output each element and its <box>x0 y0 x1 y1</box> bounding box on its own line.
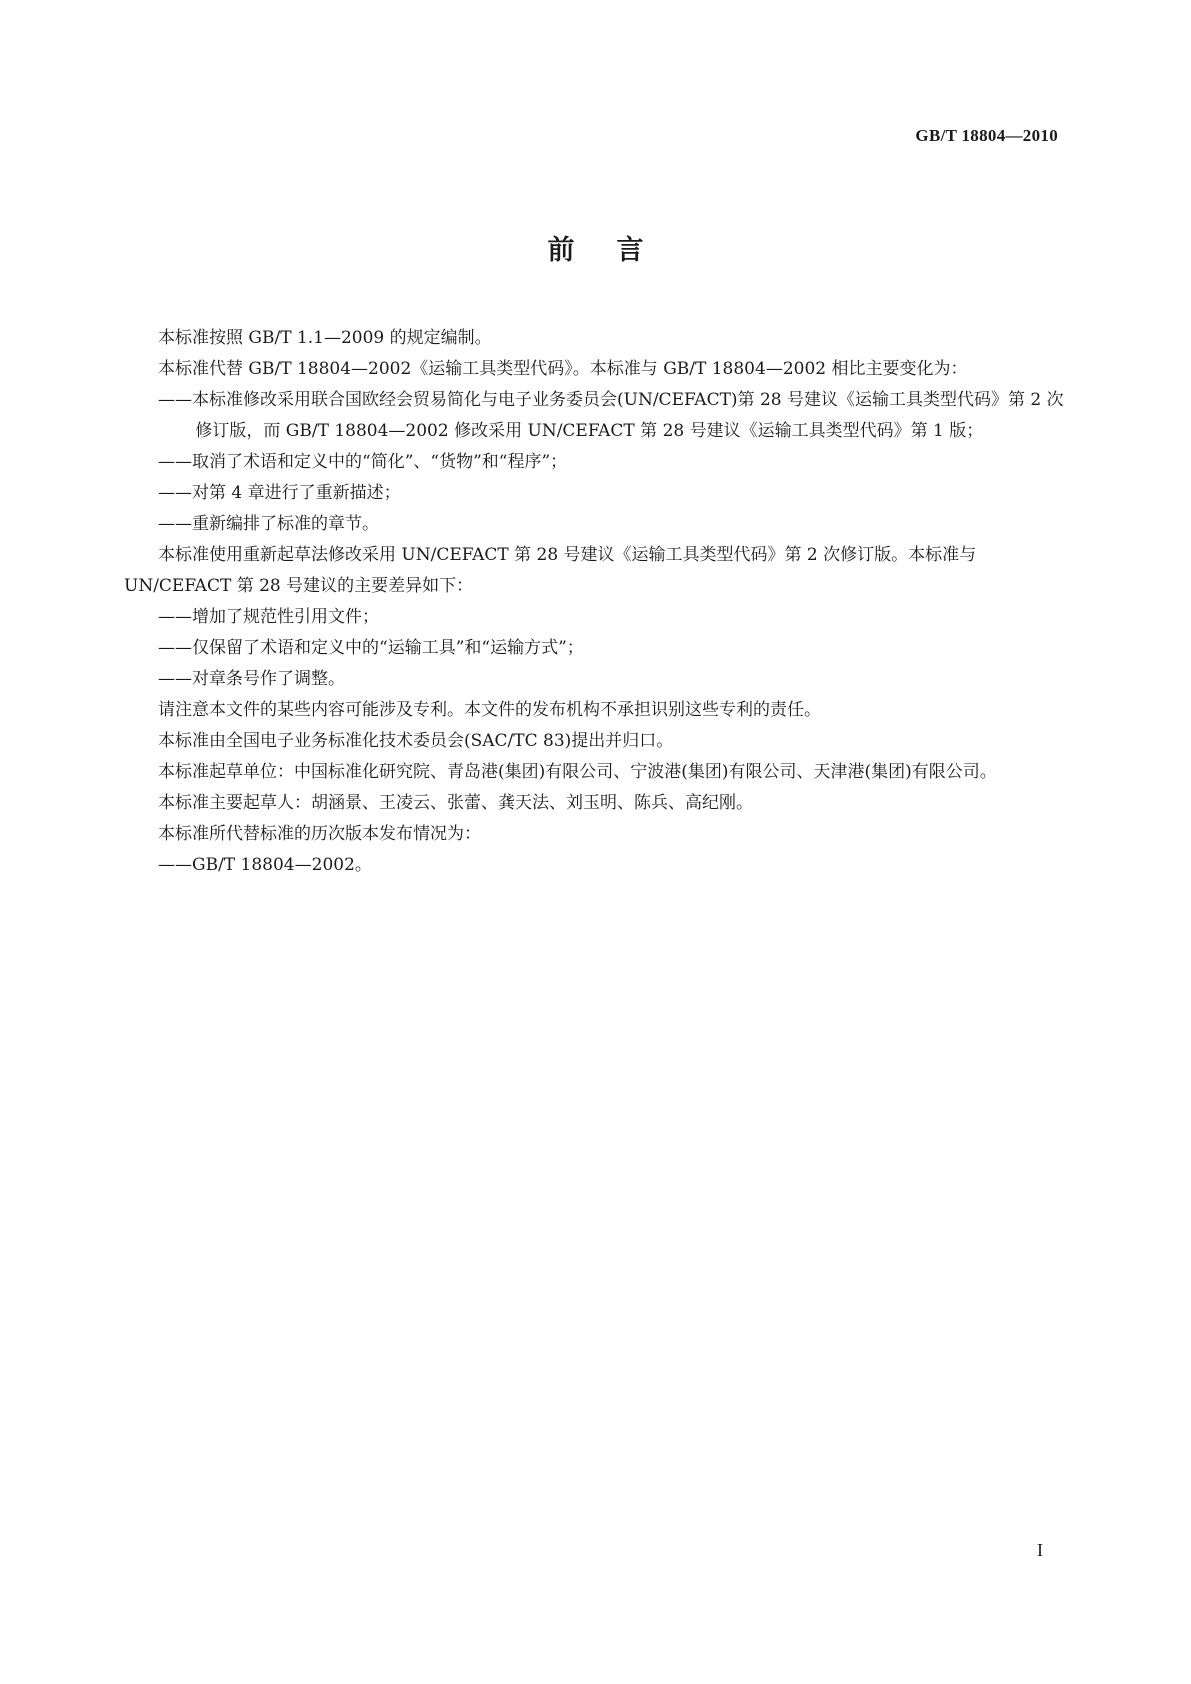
page-number: I <box>1037 1540 1043 1560</box>
standard-code: GB/T 18804—2010 <box>915 126 1058 145</box>
list-item: ——仅保留了术语和定义中的“运输工具”和“运输方式”； <box>158 638 584 658</box>
paragraph: 本标准按照 GB/T 1.1—2009 的规定编制。 <box>158 328 492 348</box>
list-item: ——本标准修改采用联合国欧经会贸易简化与电子业务委员会(UN/CEFACT)第 28 号建议《运输工具类型代码》第 2 次修订版，而 GB/T 18804—2002 修改采用 UN/CEFACT 第 28 号建议《运输工具类型代码》第 1 版； <box>158 390 1064 441</box>
list-item: ——对第 4 章进行了重新描述； <box>158 483 401 503</box>
foreword-body <box>124 323 1066 881</box>
list-item: ——GB/T 18804—2002。 <box>158 855 372 875</box>
paragraph: 请注意本文件的某些内容可能涉及专利。本文件的发布机构不承担识别这些专利的责任。 <box>158 700 821 720</box>
list-item: ——增加了规范性引用文件； <box>158 607 379 627</box>
list-item: ——对章条号作了调整。 <box>158 669 345 689</box>
list-item: ——重新编排了标准的章节。 <box>158 514 379 534</box>
list-item: ——取消了术语和定义中的“简化”、“货物”和“程序”； <box>158 452 568 472</box>
paragraph: 本标准主要起草人：胡涵景、王凌云、张蕾、龚天法、刘玉明、陈兵、高纪刚。 <box>158 793 753 813</box>
paragraph: 本标准使用重新起草法修改采用 UN/CEFACT 第 28 号建议《运输工具类型代码》第 2 次修订版。本标准与 UN/CEFACT 第 28 号建议的主要差异如下： <box>124 545 977 596</box>
paragraph: 本标准起草单位：中国标准化研究院、青岛港(集团)有限公司、宁波港(集团)有限公司、天津港(集团)有限公司。 <box>158 762 997 782</box>
paragraph: 本标准代替 GB/T 18804—2002《运输工具类型代码》。本标准与 GB/T 18804—2002 相比主要变化为： <box>158 359 968 379</box>
paragraph: 本标准由全国电子业务标准化技术委员会(SAC/TC 83)提出并归口。 <box>158 731 674 751</box>
paragraph: 本标准所代替标准的历次版本发布情况为： <box>158 824 481 844</box>
page-title: 前言 <box>547 235 686 266</box>
